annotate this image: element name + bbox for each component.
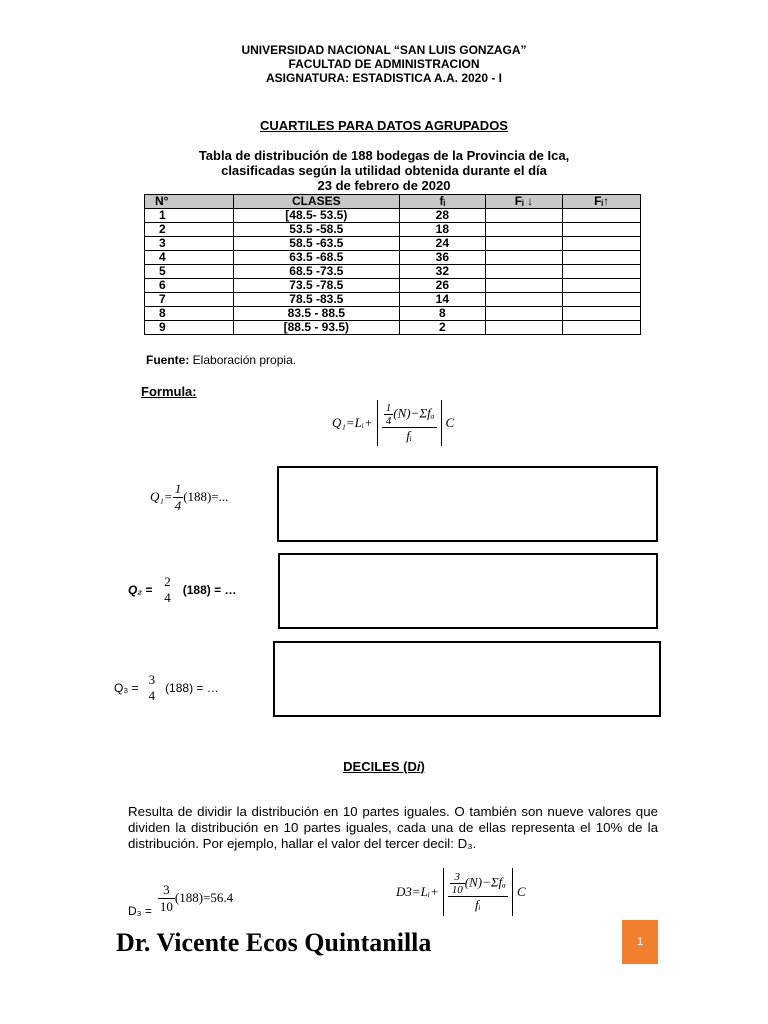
deciles-title-end: ) <box>420 759 425 774</box>
cell-class: 73.5 -78.5 <box>233 279 399 293</box>
cell-Fi-down <box>485 265 563 279</box>
cell-class: 58.5 -63.5 <box>233 237 399 251</box>
cell-Fi-down <box>485 251 563 265</box>
cell-number: 6 <box>145 279 234 293</box>
cell-Fi-down <box>485 321 563 335</box>
formula-inner-den: 4 <box>385 415 392 427</box>
col-header-Fi-up: Fᵢ↑ <box>563 195 641 209</box>
cell-Fi-up <box>563 307 641 321</box>
section-title-quartiles: CUARTILES PARA DATOS AGRUPADOS <box>260 118 508 133</box>
d3-example <box>128 878 233 918</box>
cell-Fi-down <box>485 209 563 223</box>
q2-answer-box <box>278 553 658 629</box>
cell-fi: 32 <box>400 265 486 279</box>
deciles-title-text: DECILES (D <box>343 759 417 774</box>
cell-Fi-down <box>485 307 563 321</box>
cell-fi: 18 <box>400 223 486 237</box>
formula-inner-num: 1 <box>385 402 392 414</box>
table-row <box>145 279 641 293</box>
cell-Fi-up <box>563 293 641 307</box>
q1-fraction <box>173 481 184 514</box>
cell-fi: 26 <box>400 279 486 293</box>
cell-number: 2 <box>145 223 234 237</box>
formula-label: Formula: <box>141 384 197 399</box>
table-row <box>145 237 641 251</box>
q3-lhs: Q₃ = <box>114 681 139 695</box>
d3-formula-den: fᵢ <box>448 896 508 913</box>
d3-num: 3 <box>163 881 170 897</box>
q2-num: 2 <box>164 574 171 589</box>
cell-fi: 14 <box>400 293 486 307</box>
d3-formula <box>396 866 526 918</box>
page-number: 1 <box>636 936 644 948</box>
cell-class: 83.5 - 88.5 <box>233 307 399 321</box>
q2-den: 4 <box>164 590 171 605</box>
cell-Fi-up <box>563 265 641 279</box>
formula-den: fᵢ <box>382 427 437 444</box>
formula-bracket <box>377 400 442 446</box>
cell-Fi-up <box>563 209 641 223</box>
formula-tail: C <box>445 415 455 430</box>
formula-num-rest: (N)−Σfₐ <box>393 405 435 421</box>
q3-expression <box>114 657 219 719</box>
cell-number: 9 <box>145 321 234 335</box>
table-header-row <box>145 195 641 209</box>
cell-number: 4 <box>145 251 234 265</box>
cell-number: 5 <box>145 265 234 279</box>
cell-class: [48.5- 53.5) <box>233 209 399 223</box>
col-header-number: N° <box>145 195 234 209</box>
d3-formula-num-rest: (N)−Σfₐ <box>464 874 506 890</box>
q1-answer-box <box>277 466 658 542</box>
q2-lhs: Q₂ = <box>128 583 153 597</box>
cell-Fi-up <box>563 237 641 251</box>
cell-class: [88.5 - 93.5) <box>233 321 399 335</box>
table-source <box>146 353 296 367</box>
cell-class: 63.5 -68.5 <box>233 251 399 265</box>
cell-class: 68.5 -73.5 <box>233 265 399 279</box>
cell-Fi-down <box>485 279 563 293</box>
course-line: ASIGNATURA: ESTADISTICA A.A. 2020 - I <box>265 71 503 85</box>
q1-lhs: Q₁= <box>150 489 173 504</box>
cell-fi: 8 <box>400 307 486 321</box>
cell-Fi-up <box>563 321 641 335</box>
cell-fi: 24 <box>400 237 486 251</box>
cell-Fi-down <box>485 223 563 237</box>
q3-fraction <box>147 672 158 704</box>
table-row <box>145 321 641 335</box>
d3-formula-main-fraction <box>448 871 508 913</box>
table-row <box>145 251 641 265</box>
col-header-classes: CLASES <box>233 195 399 209</box>
cell-class: 78.5 -83.5 <box>233 293 399 307</box>
cell-Fi-up <box>563 223 641 237</box>
table-caption-line2: clasificadas según la utilidad obtenida durante el día <box>221 163 547 178</box>
col-header-Fi-down: Fᵢ ↓ <box>485 195 563 209</box>
col-header-fi: fᵢ <box>400 195 486 209</box>
table-row <box>145 307 641 321</box>
cell-fi: 36 <box>400 251 486 265</box>
d3-formula-inner-den: 10 <box>451 884 463 896</box>
q2-expression <box>128 560 236 620</box>
table-row <box>145 223 641 237</box>
distribution-table <box>144 194 641 335</box>
cell-fi: 2 <box>400 321 486 335</box>
deciles-title-i: i <box>416 759 421 774</box>
cell-number: 7 <box>145 293 234 307</box>
cell-number: 3 <box>145 237 234 251</box>
cell-fi: 28 <box>400 209 486 223</box>
q3-num: 3 <box>148 672 156 687</box>
table-caption-line1: Tabla de distribución de 188 bodegas de la Provincia de Ica, <box>198 148 570 163</box>
d3-rest: (188)=56.4 <box>174 890 234 905</box>
table-row <box>145 265 641 279</box>
cell-Fi-down <box>485 237 563 251</box>
d3-formula-lhs: D3=Lᵢ+ <box>396 884 439 899</box>
d3-fraction <box>158 882 175 915</box>
q1-num: 1 <box>174 480 182 496</box>
section-title-deciles <box>0 759 768 774</box>
university-name: UNIVERSIDAD NACIONAL “SAN LUIS GONZAGA” <box>241 43 527 57</box>
footer-author: Dr. Vicente Ecos Quintanilla <box>116 928 432 957</box>
d3-lhs: D₃ = <box>128 904 152 918</box>
cell-Fi-down <box>485 293 563 307</box>
page-number-badge <box>622 920 658 964</box>
deciles-paragraph: Resulta de dividir la distribución en 10 partes iguales. O también son nueve valores que dividen la distribución en 10 partes iguales, cada una de ellas representa el 10% de la distribución. Por ejemplo, hallar el valor del tercer decil: D₃. <box>128 804 658 851</box>
quartile-formula <box>332 398 454 448</box>
formula-lhs: Q₁=Lᵢ+ <box>332 415 373 430</box>
cell-number: 1 <box>145 209 234 223</box>
q3-rest: (188) = … <box>165 681 219 695</box>
q3-answer-box <box>273 641 661 717</box>
cell-Fi-up <box>563 279 641 293</box>
source-label: Fuente: <box>146 353 190 367</box>
cell-number: 8 <box>145 307 234 321</box>
faculty-name: FACULTAD DE ADMINISTRACION <box>288 57 480 71</box>
d3-den: 10 <box>159 898 173 914</box>
d3-formula-bracket <box>443 868 513 916</box>
source-text: Elaboración propia. <box>189 353 297 367</box>
table-row <box>145 293 641 307</box>
d3-formula-tail: C <box>516 884 526 899</box>
q3-den: 4 <box>148 688 156 703</box>
q1-expression <box>150 480 228 514</box>
table-caption-line3: 23 de febrero de 2020 <box>317 178 451 193</box>
q1-rest: (188)=... <box>183 489 229 504</box>
table-row <box>145 209 641 223</box>
q2-fraction <box>162 574 173 606</box>
cell-Fi-up <box>563 251 641 265</box>
cell-class: 53.5 -58.5 <box>233 223 399 237</box>
formula-main-fraction <box>382 402 437 444</box>
d3-formula-inner-num: 3 <box>454 871 460 883</box>
q1-den: 4 <box>174 497 182 513</box>
q2-rest: (188) = … <box>182 583 237 597</box>
